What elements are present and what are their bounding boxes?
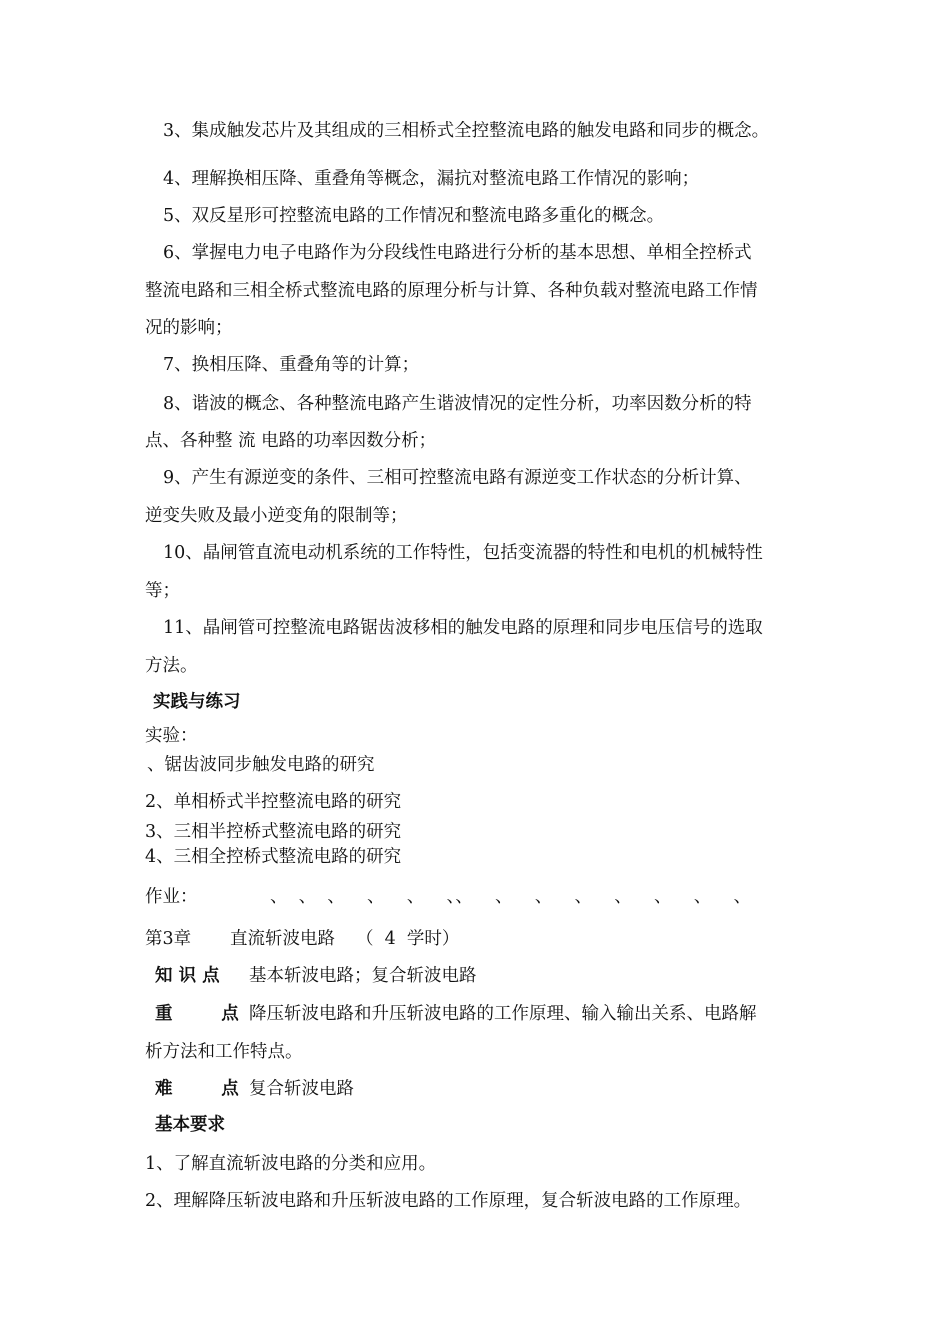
objective-8-line2: 点、各种整 流 电路的功率因数分析； bbox=[145, 431, 437, 451]
objective-10-line1: 10、晶闸管直流电动机系统的工作特性，包括变流器的特性和电机的机械特性 bbox=[163, 543, 763, 563]
objective-6-line1: 6、掌握电力电子电路作为分段线性电路进行分析的基本思想、单相全控桥式 bbox=[163, 243, 752, 263]
homework-label: 作业： bbox=[145, 887, 198, 907]
objective-11-line1: 11、晶闸管可控整流电路锯齿波移相的触发电路的原理和同步电压信号的选取 bbox=[163, 618, 763, 638]
objective-6-line3: 况的影响； bbox=[145, 318, 233, 338]
chapter-title: 直流斩波电路 bbox=[230, 929, 335, 949]
objective-5: 5、双反星形可控整流电路的工作情况和整流电路多重化的概念。 bbox=[163, 206, 665, 226]
chapter-number-text: 第3章 bbox=[145, 929, 192, 949]
requirement-1: 1、了解直流斩波电路的分类和应用。 bbox=[145, 1154, 437, 1174]
chapter-hours: （ 4 学时） bbox=[356, 929, 460, 949]
requirements-heading: 基本要求 bbox=[155, 1115, 225, 1135]
objective-10-line2: 等； bbox=[145, 581, 180, 601]
objective-8-line1: 8、谐波的概念、各种整流电路产生谐波情况的定性分析，功率因数分析的特 bbox=[163, 394, 752, 414]
difficult-points-text: 复合斩波电路 bbox=[249, 1079, 354, 1099]
experiment-item-1: 、锯齿波同步触发电路的研究 bbox=[147, 755, 375, 775]
knowledge-points-label: 知 识 点 bbox=[155, 966, 220, 986]
objective-7: 7、换相压降、重叠角等的计算； bbox=[163, 355, 420, 375]
homework-marks: 、 、 、 、 、 、、 、 、 、 、 、 、 、 bbox=[270, 887, 752, 907]
practice-heading: 实践与练习 bbox=[153, 692, 241, 712]
knowledge-points-text: 基本斩波电路；复合斩波电路 bbox=[249, 966, 477, 986]
experiment-item-3: 3、三相半控桥式整流电路的研究 bbox=[145, 822, 402, 842]
objective-11-line2: 方法。 bbox=[145, 656, 198, 676]
requirement-2: 2、理解降压斩波电路和升压斩波电路的工作原理，复合斩波电路的工作原理。 bbox=[145, 1191, 752, 1211]
key-points-label: 重 点 bbox=[155, 1004, 239, 1024]
objective-3: 3、集成触发芯片及其组成的三相桥式全控整流电路的触发电路和同步的概念。 bbox=[163, 121, 770, 141]
experiment-label: 实验： bbox=[145, 726, 198, 746]
objective-9-line2: 逆变失败及最小逆变角的限制等； bbox=[145, 506, 408, 526]
objective-6-line2: 整流电路和三相全桥式整流电路的原理分析与计算、各种负载对整流电路工作情 bbox=[145, 281, 758, 301]
key-points-text-line1: 降压斩波电路和升压斩波电路的工作原理、输入输出关系、电路解 bbox=[249, 1004, 757, 1024]
key-points-text-line2: 析方法和工作特点。 bbox=[145, 1042, 303, 1062]
experiment-item-4: 4、三相全控桥式整流电路的研究 bbox=[145, 847, 402, 867]
experiment-item-2: 2、单相桥式半控整流电路的研究 bbox=[145, 792, 402, 812]
objective-9-line1: 9、产生有源逆变的条件、三相可控整流电路有源逆变工作状态的分析计算、 bbox=[163, 468, 752, 488]
objective-4: 4、理解换相压降、重叠角等概念，漏抗对整流电路工作情况的影响； bbox=[163, 169, 700, 189]
difficult-points-label: 难 点 bbox=[155, 1079, 239, 1099]
